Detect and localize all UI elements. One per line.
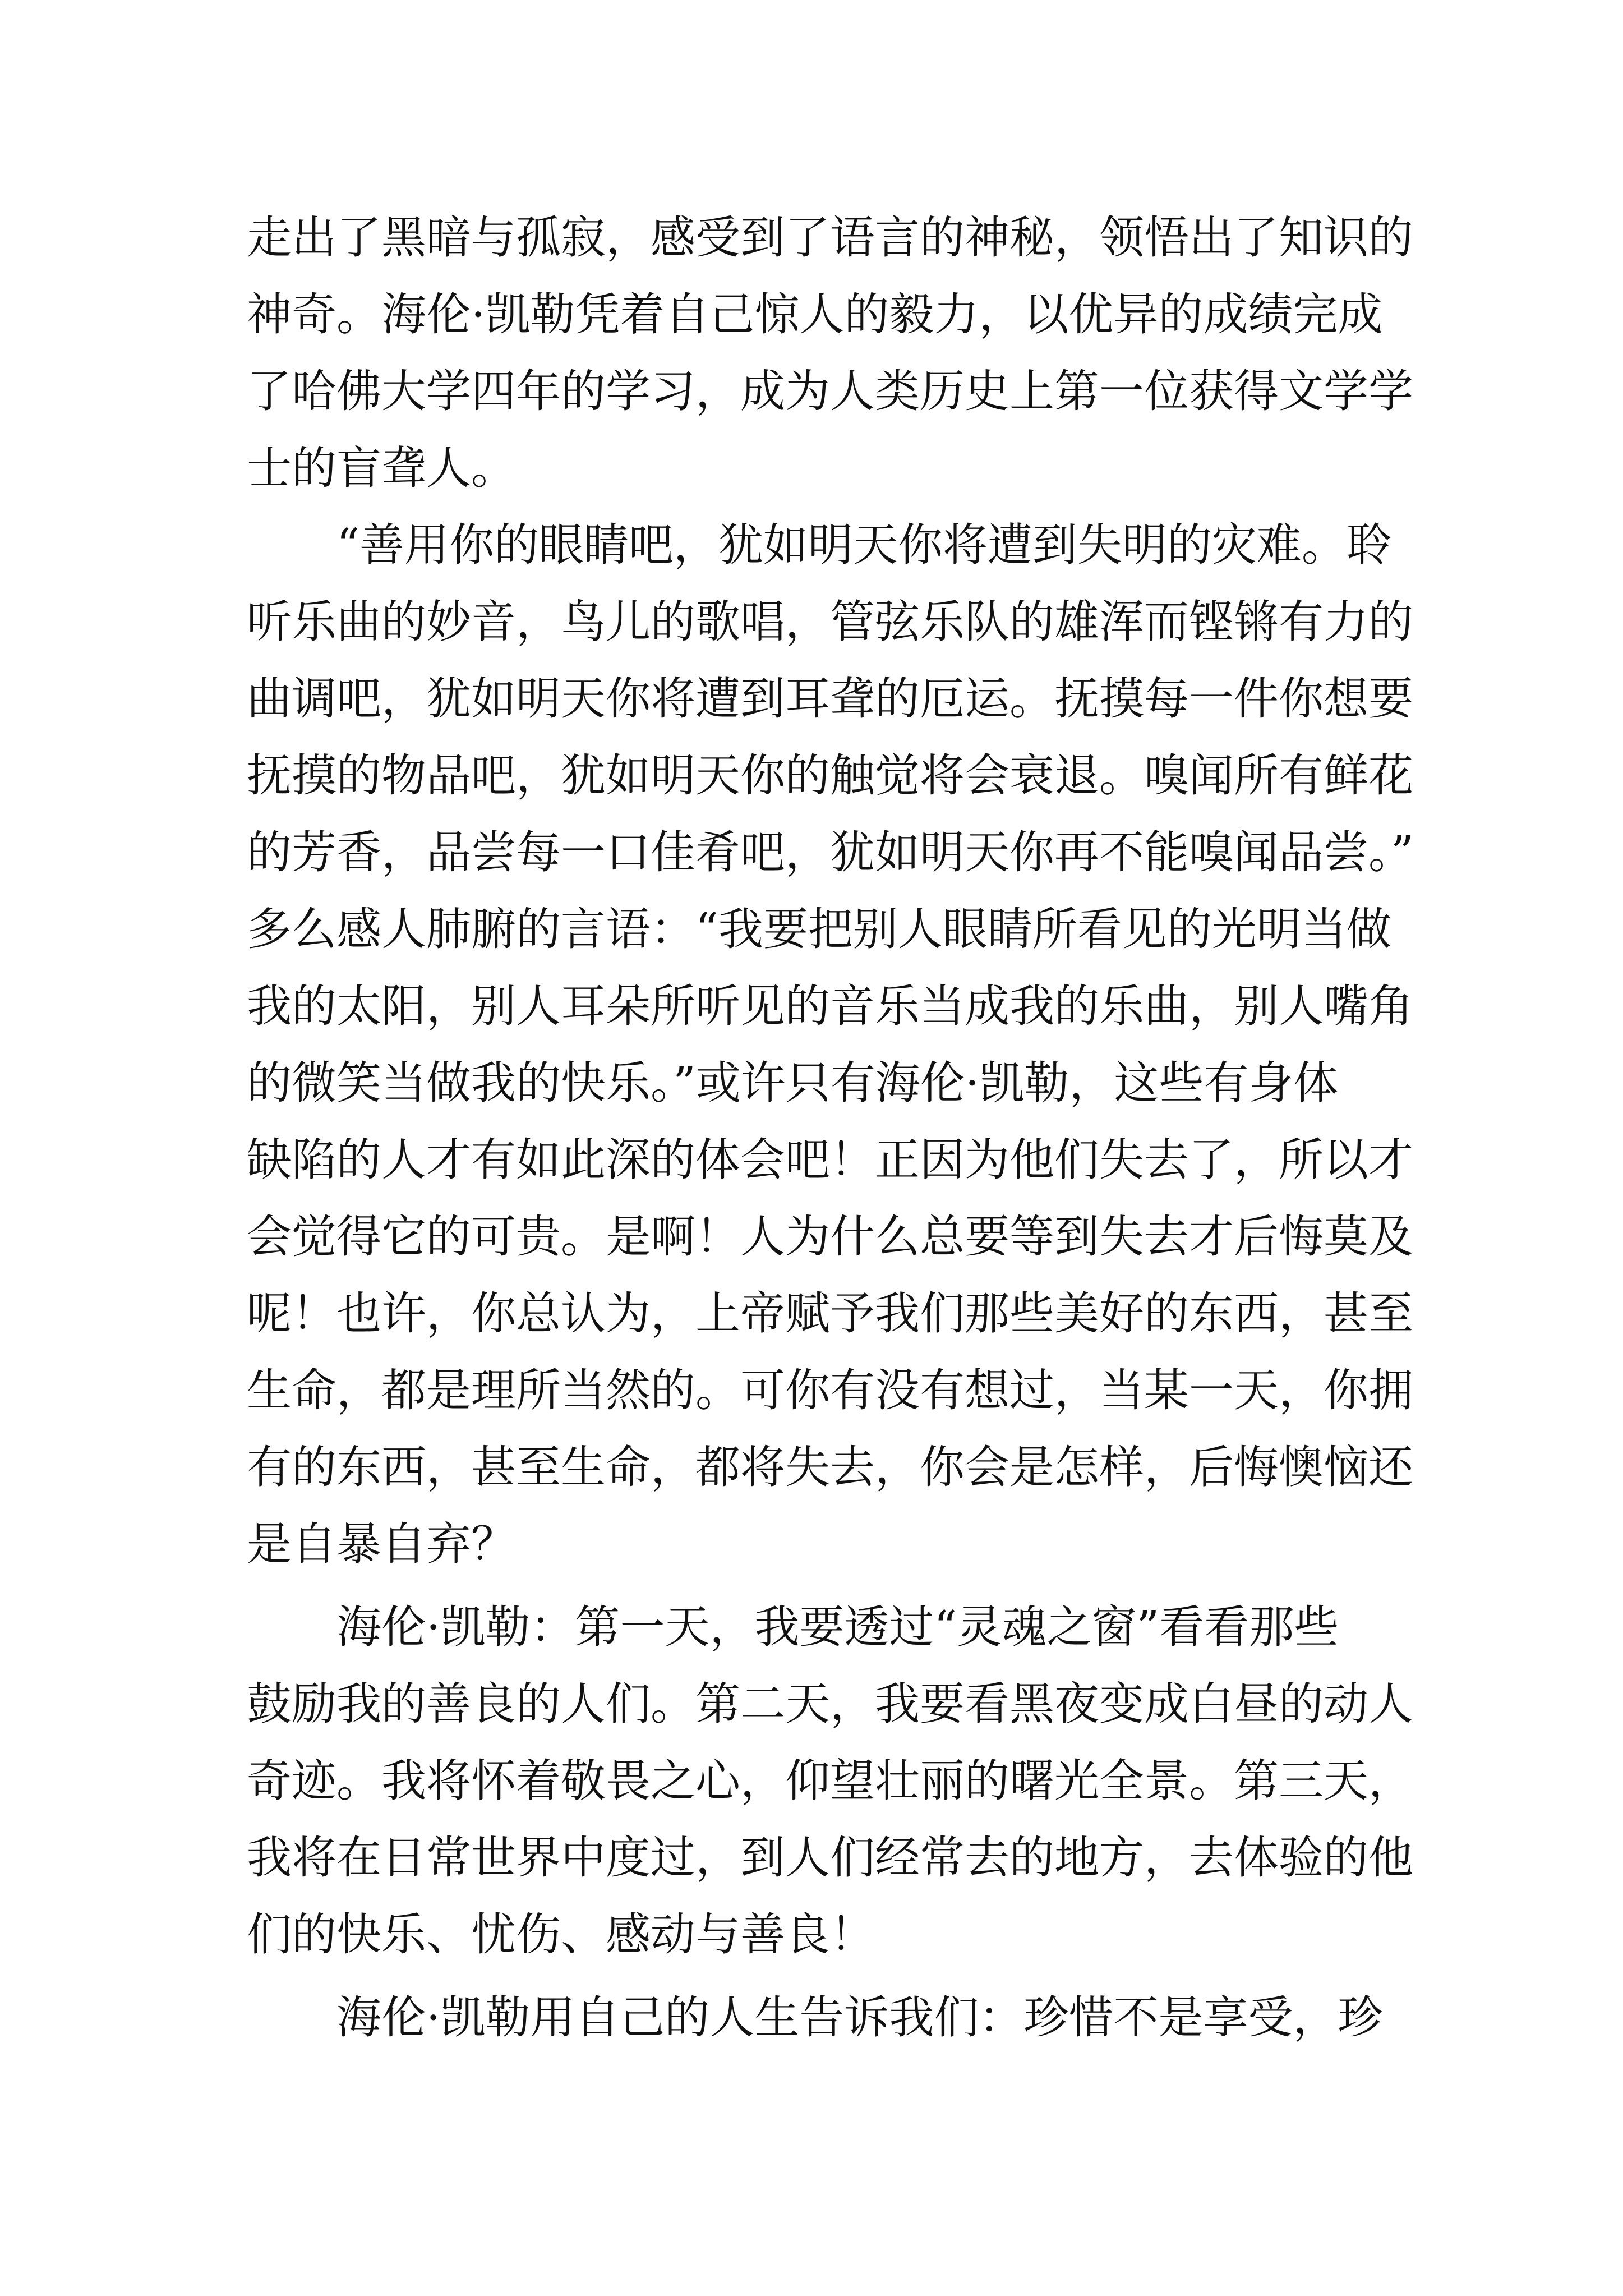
text-line: 走出了黑暗与孤寂，感受到了语言的神秘，领悟出了知识的 [247,211,1413,264]
text-line: 听乐曲的妙音，鸟儿的歌唱，管弦乐队的雄浑而铿锵有力的 [247,596,1413,648]
text-line: 神奇。海伦·凯勒凭着自己惊人的毅力，以优异的成绩完成 [247,288,1383,341]
text-line: 抚摸的物品吧，犹如明天你的触觉将会衰退。嗅闻所有鲜花 [247,749,1413,802]
text-line: 我将在日常世界中度过，到人们经常去的地方，去体验的他 [247,1832,1413,1884]
text-line: 海伦·凯勒：第一天，我要透过“灵魂之窗”看看那些 [336,1601,1339,1653]
text-line: 是自暴自弃？ [247,1518,516,1570]
text-line: 我的太阳，别人耳朵所听见的音乐当成我的乐曲，别人嘴角 [247,980,1413,1032]
text-line: 海伦·凯勒用自己的人生告诉我们：珍惜不是享受，珍 [336,1991,1383,2044]
text-line: 士的盲聋人。 [247,442,516,494]
text-line: 了哈佛大学四年的学习，成为人类历史上第一位获得文学学 [247,365,1413,417]
text-line: 呢！也许，你总认为，上帝赋予我们那些美好的东西，甚至 [247,1287,1413,1340]
text-line: 曲调吧，犹如明天你将遭到耳聋的厄运。抚摸每一件你想要 [247,673,1413,725]
text-line: 会觉得它的可贵。是啊！人为什么总要等到失去才后悔莫及 [247,1211,1413,1263]
text-line: 多么感人肺腑的言语：“我要把别人眼睛所看见的光明当做 [247,903,1391,955]
text-line: 们的快乐、忧伤、感动与善良！ [247,1908,875,1961]
text-line: 的芳香，品尝每一口佳肴吧，犹如明天你再不能嗅闻品尝。” [247,826,1414,878]
text-line: 鼓励我的善良的人们。第二天，我要看黑夜变成白昼的动人 [247,1678,1413,1730]
text-line: 奇迹。我将怀着敬畏之心，仰望壮丽的曙光全景。第三天， [247,1755,1413,1807]
text-line: “善用你的眼睛吧，犹如明天你将遭到失明的灾难。聆 [336,519,1391,571]
text-line: 的微笑当做我的快乐。”或许只有海伦·凯勒，这些有身体 [247,1057,1339,1109]
text-line: 缺陷的人才有如此深的体会吧！正因为他们失去了，所以才 [247,1134,1413,1186]
text-line: 有的东西，甚至生命，都将失去，你会是怎样，后悔懊恼还 [247,1441,1413,1493]
text-line: 生命，都是理所当然的。可你有没有想过，当某一天，你拥 [247,1364,1413,1416]
